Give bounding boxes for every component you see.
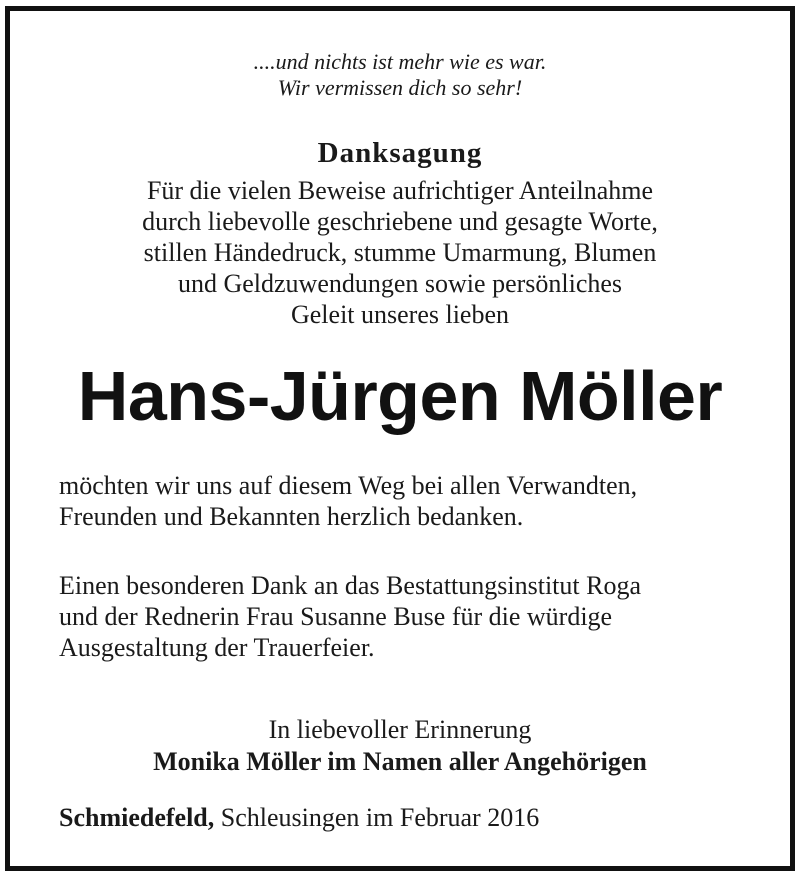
intro-line: stillen Händedruck, stumme Umarmung, Blumen <box>143 238 657 267</box>
special-thanks-paragraph <box>59 570 779 663</box>
intro-line: und Geldzuwendungen sowie persönliches <box>177 269 623 298</box>
deceased-name: Hans-Jürgen Möller <box>77 357 723 435</box>
motto <box>10 49 790 101</box>
notice-frame <box>5 6 795 871</box>
intro-line: durch liebevolle geschriebene und gesagte Worte, <box>142 207 658 236</box>
date-text: Schleusingen im Februar 2016 <box>220 803 540 832</box>
closing-signature: Monika Möller im Namen aller Angehörigen <box>153 747 647 776</box>
paragraph-line: möchten wir uns auf diesem Weg bei allen Verwandten, <box>59 471 638 500</box>
place-name: Schmiedefeld, <box>59 803 215 832</box>
thanks-paragraph <box>59 470 779 532</box>
motto-line: Wir vermissen dich so sehr! <box>277 75 523 100</box>
intro-text <box>10 175 790 330</box>
intro-line: Für die vielen Beweise aufrichtiger Anteilnahme <box>146 176 654 205</box>
heading: Danksagung <box>317 137 483 169</box>
closing-remembrance: In liebevoller Erinnerung <box>268 715 532 744</box>
intro-line: Geleit unseres lieben <box>290 300 510 329</box>
paragraph-line: Einen besonderen Dank an das Bestattungsinstitut Roga <box>59 571 642 600</box>
place-date <box>59 803 539 833</box>
paragraph-line: und der Rednerin Frau Susanne Buse für die würdige <box>59 602 613 631</box>
motto-line: ....und nichts ist mehr wie es war. <box>253 49 547 74</box>
paragraph-line: Freunden und Bekannten herzlich bedanken. <box>59 502 524 531</box>
paragraph-line: Ausgestaltung der Trauerfeier. <box>59 633 375 662</box>
